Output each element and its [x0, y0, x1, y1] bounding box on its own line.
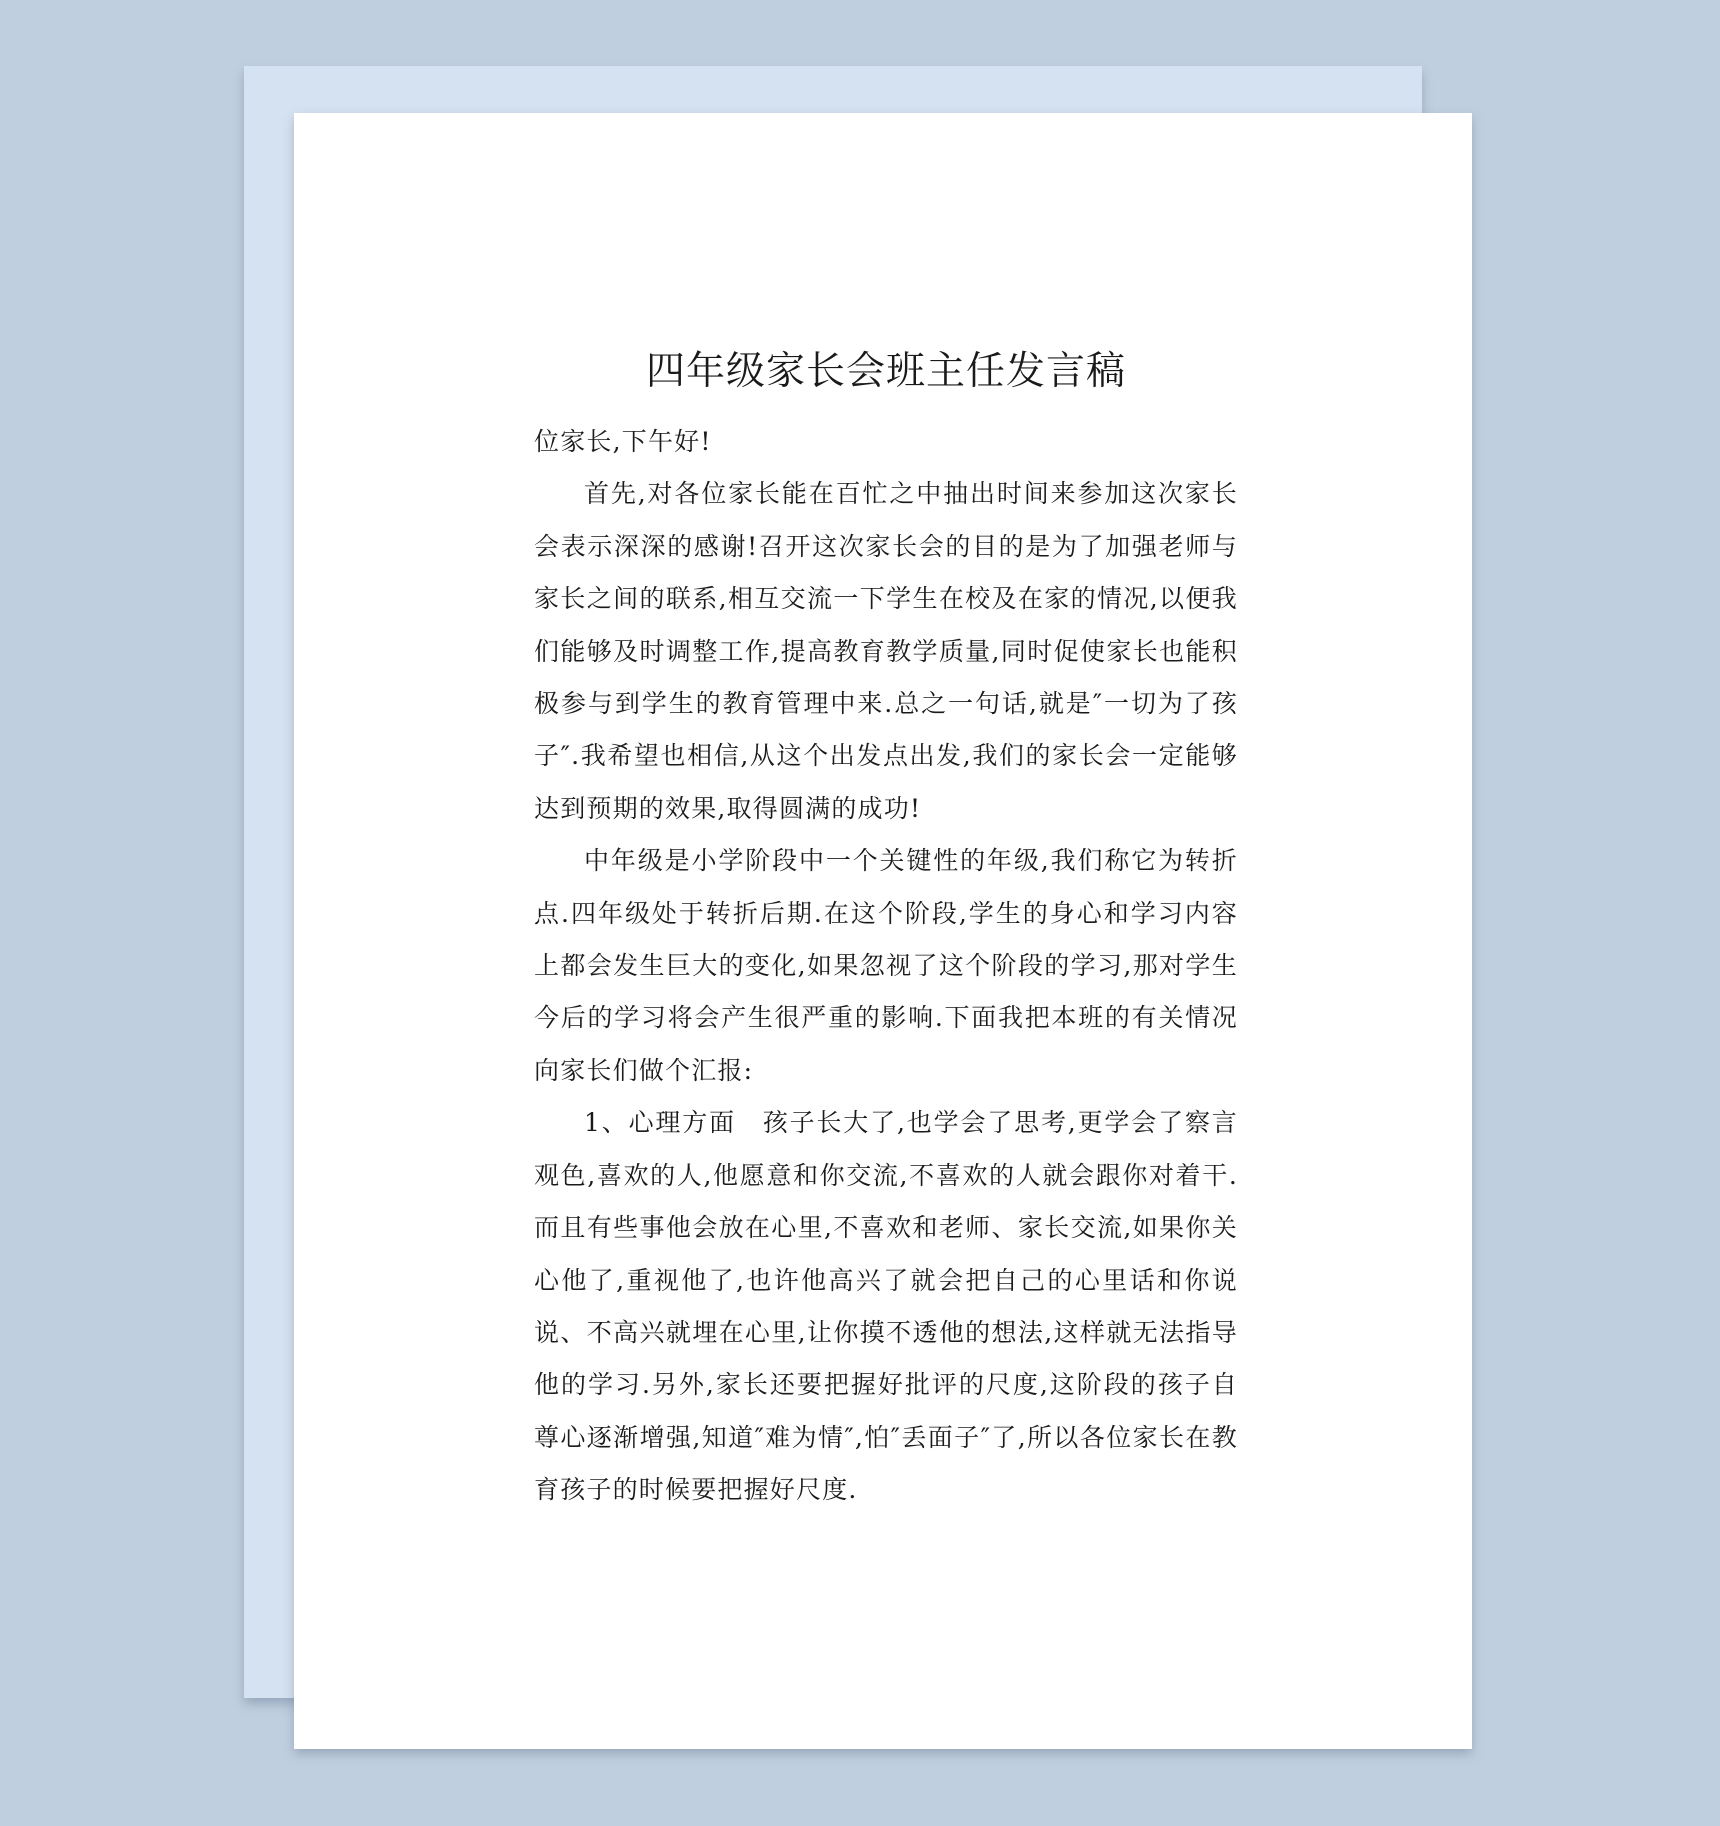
document-body — [534, 340, 1238, 1517]
paragraph: 1、心理方面 孩子长大了,也学会了思考,更学会了察言观色,喜欢的人,他愿意和你交流,不喜欢的人就会跟你对着干.而且有些事他会放在心里,不喜欢和老师、家长交流,如果你关心他了,重视他了,也许他高兴了就会把自己的心里话和你说说、不高兴就埋在心里,让你摸不透他的想法,这样就无法指导他的学习.另外,家长还要把握好批评的尺度,这阶段的孩子自尊心逐渐增强,知道″难为情″,怕″丢面子″了,所以各位家长在教育孩子的时候要把握好尺度. — [534, 1108, 1238, 1505]
greeting-line: 位家长,下午好! — [534, 427, 712, 456]
paragraph: 中年级是小学阶段中一个关键性的年级,我们称它为转折点.四年级处于转折后期.在这个阶段,学生的身心和学习内容上都会发生巨大的变化,如果忽视了这个阶段的学习,那对学生今后的学习将会产生很严重的影响.下面我把本班的有关情况向家长们做个汇报: — [534, 846, 1238, 1085]
paragraph: 首先,对各位家长能在百忙之中抽出时间来参加这次家长会表示深深的感谢!召开这次家长会的目的是为了加强老师与家长之间的联系,相互交流一下学生在校及在家的情况,以便我们能够及时调整工作,提高教育教学质量,同时促使家长也能积极参与到学生的教育管理中来.总之一句话,就是″一切为了孩子″.我希望也相信,从这个出发点出发,我们的家长会一定能够达到预期的效果,取得圆满的成功! — [534, 479, 1238, 823]
document-title: 四年级家长会班主任发言稿 — [645, 349, 1126, 394]
